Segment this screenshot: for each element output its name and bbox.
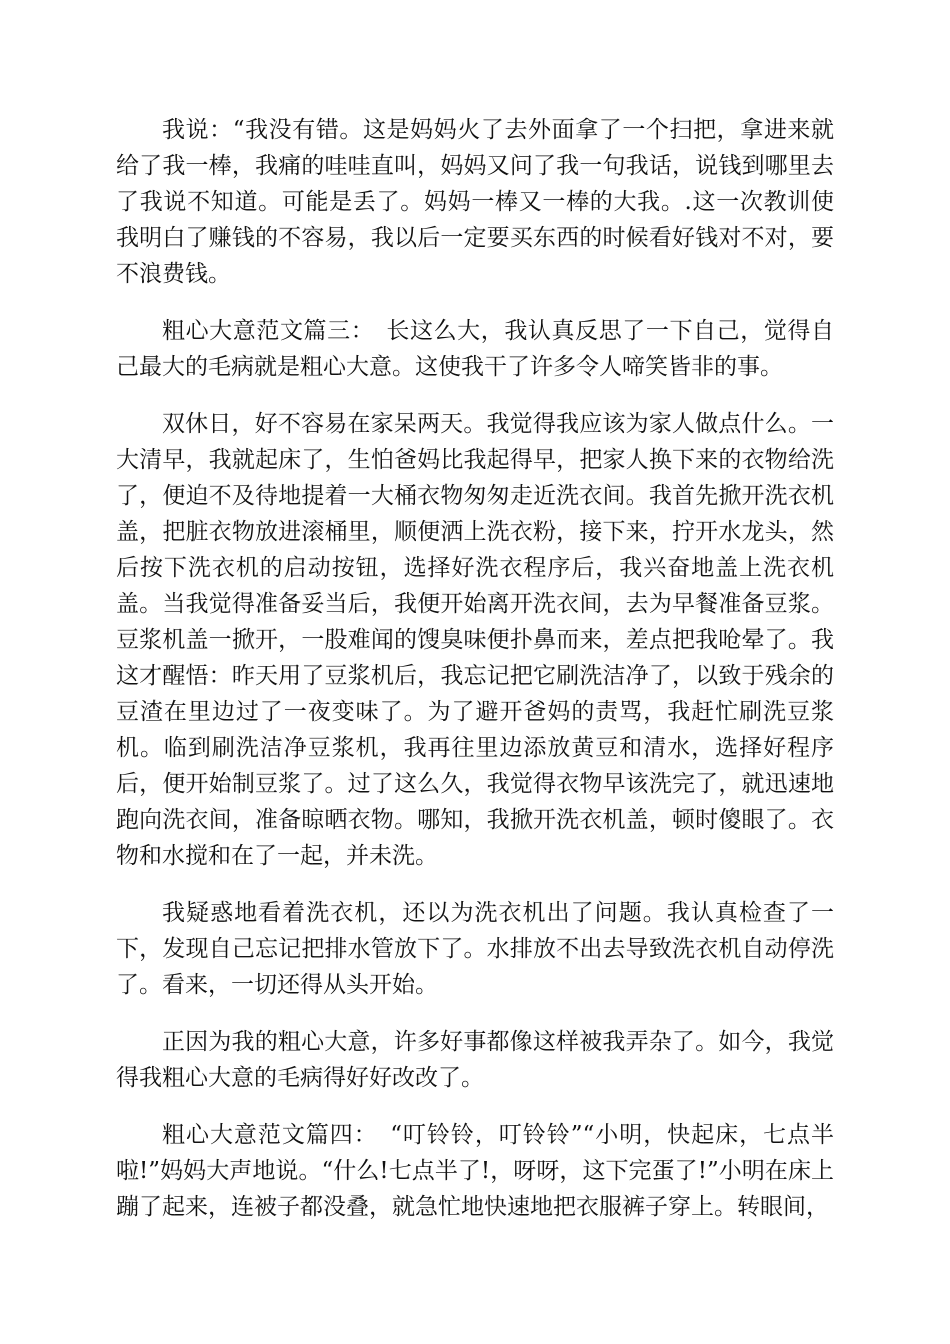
document-page bbox=[116, 112, 834, 1246]
paragraph-3: 双休日，好不容易在家呆两天。我觉得我应该为家人做点什么。一大清早，我就起床了，生怕爸妈比我起得早，把家人换下来的衣物给洗了，便迫不及待地提着一大桶衣物匆匆走近洗衣间。我首先掀开洗衣机盖，把脏衣物放进滚桶里，顺便洒上洗衣粉，接下来，拧开水龙头，然后按下洗衣机的启动按钮，选择好洗衣程序后，我兴奋地盖上洗衣机盖。当我觉得准备妥当后，我便开始离开洗衣间，去为早餐准备豆浆。豆浆机盖一掀开，一股难闻的馊臭味便扑鼻而来，差点把我呛晕了。我这才醒悟：昨天用了豆浆机后，我忘记把它刷洗洁净了，以致于残余的豆渣在里边过了一夜变味了。为了避开爸妈的责骂，我赶忙刷洗豆浆机。临到刷洗洁净豆浆机，我再往里边添放黄豆和清水，选择好程序后，便开始制豆浆了。过了这么久，我觉得衣物早该洗完了，就迅速地跑向洗衣间，准备晾晒衣物。哪知，我掀开洗衣机盖，顿时傻眼了。衣物和水搅和在了一起，并未洗。 bbox=[116, 411, 834, 869]
paragraph-2: 粗心大意范文篇三： 长这么大，我认真反思了一下自己，觉得自己最大的毛病就是粗心大意。这使我干了许多令人啼笑皆非的事。 bbox=[116, 318, 834, 380]
paragraph-1: 我说：“我没有错。这是妈妈火了去外面拿了一个扫把，拿进来就给了我一棒，我痛的哇哇直叫，妈妈又问了我一句我话，说钱到哪里去了我说不知道。可能是丢了。妈妈一棒又一棒的大我。.这一次教训使我明白了赚钱的不容易，我以后一定要买东西的时候看好钱对不对，要不浪费钱。 bbox=[116, 117, 834, 287]
paragraph-6: 粗心大意范文篇四： “叮铃铃，叮铃铃”“小明，快起床，七点半啦!”妈妈大声地说。“什么!七点半了!，呀呀，这下完蛋了!”小明在床上蹦了起来，连被子都没叠，就急忙地快速地把衣服裤子穿上。转眼间， bbox=[116, 1122, 834, 1220]
paragraph-4: 我疑惑地看着洗衣机，还以为洗衣机出了问题。我认真检查了一下，发现自己忘记把排水管放下了。水排放不出去导致洗衣机自动停洗了。看来，一切还得从头开始。 bbox=[116, 900, 834, 998]
paragraph-5: 正因为我的粗心大意，许多好事都像这样被我弄杂了。如今，我觉得我粗心大意的毛病得好好改改了。 bbox=[116, 1029, 834, 1091]
